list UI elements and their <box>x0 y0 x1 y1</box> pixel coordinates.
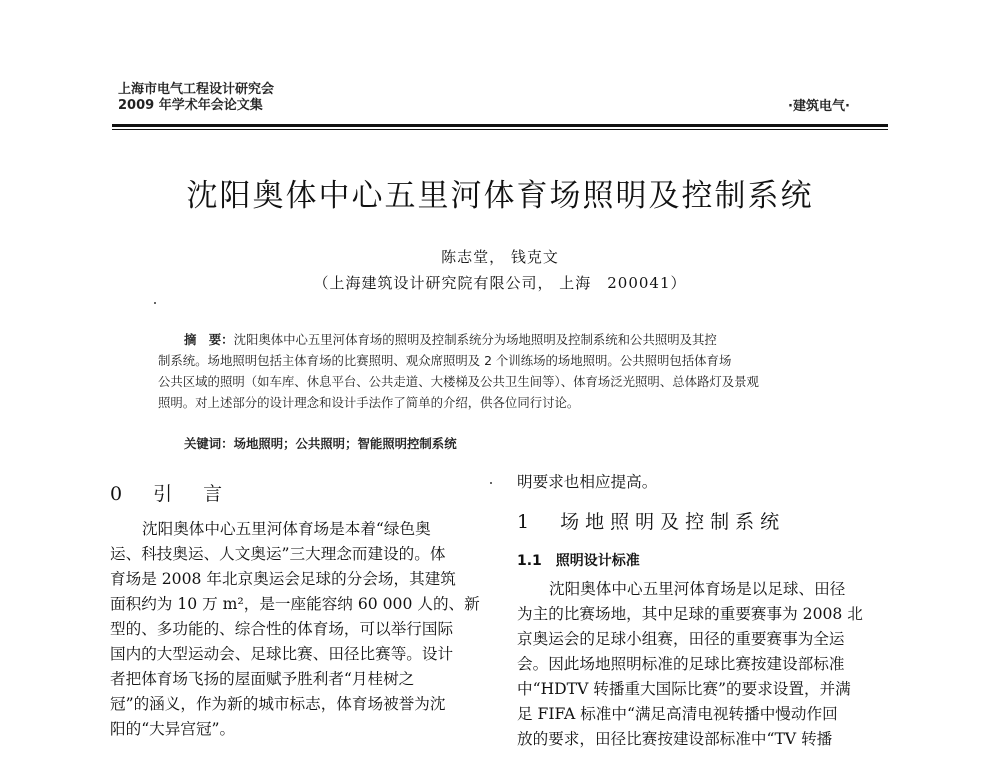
subsection-heading-standards: 1.1 照明设计标准 <box>517 553 640 569</box>
keywords-label: 关键词： <box>184 436 234 451</box>
right-column <box>517 470 893 752</box>
body-line: 沈阳奥体中心五里河体育场是本着“绿色奥 <box>142 520 431 538</box>
body-line: 育场是 2008 年北京奥运会足球的分会场，其建筑 <box>110 570 456 588</box>
body-line: 沈阳奥体中心五里河体育场是以足球、田径 <box>549 580 846 598</box>
header-proceedings: 2009 年学术年会论文集 <box>118 98 263 113</box>
body-line: 放的要求，田径比赛按建设部标准中“TV 转播 <box>517 730 833 748</box>
abstract-line: 摘 要：沈阳奥体中心五里河体育场的照明及控制系统分为场地照明及控制系统和公共照明及其控 <box>184 332 717 347</box>
abstract-line: 公共区域的照明（如车库、休息平台、公共走道、大楼梯及公共卫生间等）、体育场泛光照明、总体路灯及景观 <box>158 374 759 389</box>
abstract <box>158 329 858 413</box>
body-line: 者把体育场飞扬的屋面赋予胜利者“月桂树之 <box>110 670 415 688</box>
body-line: 京奥运会的足球小组赛，田径的重要赛事为全运 <box>517 630 845 648</box>
body-line: 冠”的涵义，作为新的城市标志，体育场被誉为沈 <box>110 695 446 713</box>
running-header-left <box>118 82 274 114</box>
body-line: 会。因此场地照明标准的足球比赛按建设部标准 <box>517 655 845 673</box>
section-heading-introduction: 0 引 言 <box>110 483 229 505</box>
abstract-line: 照明。对上述部分的设计理念和设计手法作了简单的介绍，供各位同行讨论。 <box>158 395 580 410</box>
body-line: 为主的比赛场地，其中足球的重要赛事为 2008 北 <box>517 605 863 623</box>
abstract-label: 摘 要： <box>184 332 234 347</box>
left-column <box>110 479 486 742</box>
authors: 陈志堂， 钱克文 <box>441 248 559 266</box>
body-line: 国内的大型运动会、足球比赛、田径比赛等。设计 <box>110 645 454 663</box>
header-rule-thick <box>112 124 888 127</box>
header-org: 上海市电气工程设计研究会 <box>118 82 275 97</box>
abstract-line: 制系统。场地照明包括主体育场的比赛照明、观众席照明及 2 个训练场的场地照明。公共照明包括体育场 <box>158 353 732 368</box>
section-heading-field-lighting: 1 场地照明及控制系统 <box>517 511 786 533</box>
body-line: 运、科技奥运、人文奥运”三大理念而建设的。体 <box>110 545 446 563</box>
header-section-tag: ·建筑电气· <box>788 99 850 114</box>
paper-title: 沈阳奥体中心五里河体育场照明及控制系统 <box>186 178 814 214</box>
scan-speck <box>154 302 156 304</box>
affiliation: （上海建筑设计研究院有限公司， 上海 200041） <box>313 274 687 292</box>
body-line: 足 FIFA 标准中“满足高清电视转播中慢动作回 <box>517 705 838 723</box>
body-line: 型的、多功能的、综合性的体育场，可以举行国际 <box>110 620 454 638</box>
body-line-continuation: 明要求也相应提高。 <box>517 473 658 491</box>
header-rule-thin <box>112 129 888 130</box>
body-line: 阳的“大异宫冠”。 <box>110 720 236 738</box>
scan-speck <box>490 482 492 484</box>
body-line: 面积约为 10 万 m²，是一座能容纳 60 000 人的、新 <box>110 595 480 613</box>
body-line: 中“HDTV 转播重大国际比赛”的要求设置，并满 <box>517 680 851 698</box>
keywords <box>184 434 457 452</box>
keywords-text: 场地照明；公共照明；智能照明控制系统 <box>233 436 457 451</box>
